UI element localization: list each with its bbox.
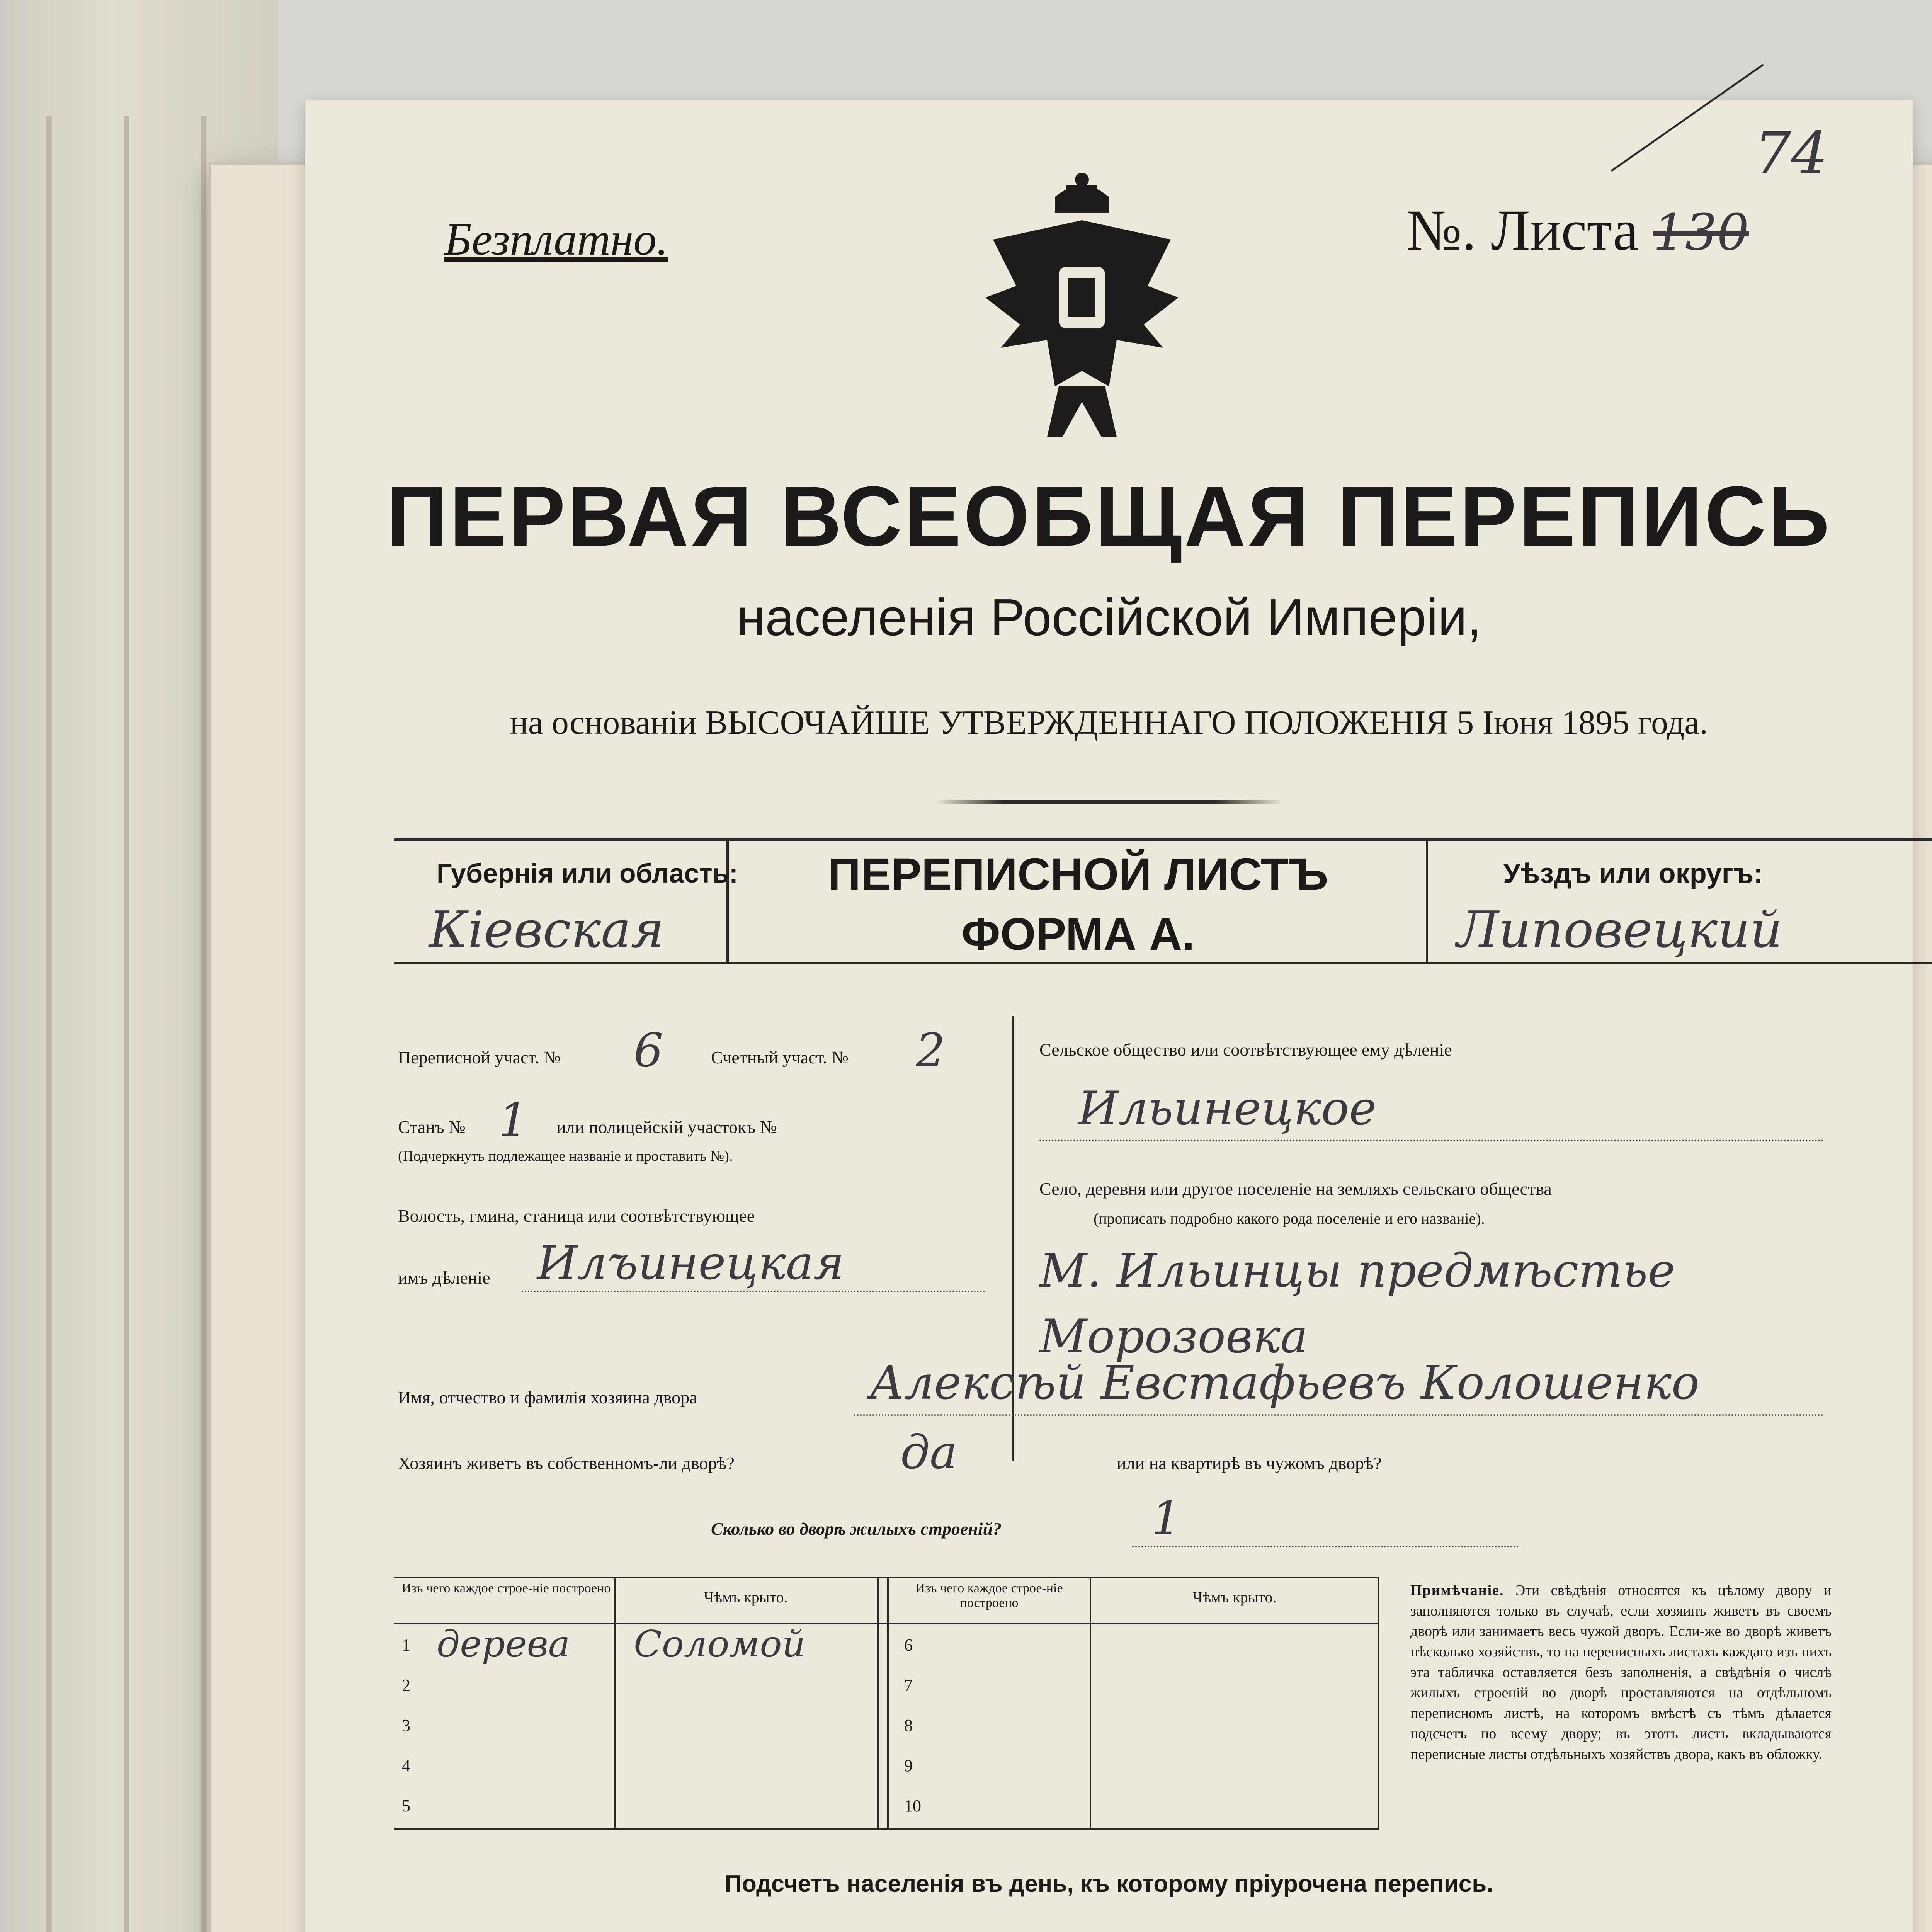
build-row-number: 9	[904, 1756, 913, 1775]
build-row-material: дерева	[437, 1623, 570, 1665]
owner-label: Имя, отчество и фамилія хозяина двора	[398, 1388, 697, 1407]
village-value-2: Морозовка	[1039, 1310, 1308, 1364]
society-value: Ильинецкое	[1078, 1082, 1377, 1136]
build-table-mid	[877, 1577, 879, 1830]
village-label: Село, деревня или другое поселеніе на земляхъ сельскаго общества	[1039, 1179, 1552, 1199]
build-row-number: 6	[904, 1636, 913, 1655]
uezd-value: Липовецкий	[1457, 900, 1782, 959]
buildings-line	[1132, 1546, 1519, 1547]
society-line	[1039, 1140, 1824, 1141]
build-row-number: 5	[402, 1796, 410, 1815]
ornament-divider	[935, 800, 1283, 804]
volost-label-2: имъ дѣленіе	[398, 1268, 490, 1287]
volost-label-1: Волость, гмина, станица или соотвѣтствующее	[398, 1206, 755, 1226]
gubernia-value: Кіевская	[429, 900, 664, 959]
census-precinct-label: Переписной участ. №	[398, 1048, 561, 1067]
note-text: Эти свѣдѣнія относятся къ цѣлому двору и заполняются только въ случаѣ, если хозяинъ живетъ въ своемъ дворѣ или занимаетъ весь чужой дворъ. Если-же во дворѣ живетъ нѣсколько хозяйствъ, то на переписныхъ листахъ каждаго изъ нихъ эта табличка оставляется безъ заполненія, а свѣдѣнія о числѣ жилыхъ строеній во дворѣ проставляются на отдѣльномъ переписномъ листѣ, на которомъ вмѣстѣ съ тѣмъ дѣлается подсчетъ по всему двору; въ этотъ листъ вкладываются переписные листы отдѣльныхъ хозяйствъ двора, какъ въ обложку.	[1410, 1582, 1832, 1762]
coat-of-arms-icon	[970, 170, 1194, 440]
count-precinct-value: 2	[916, 1024, 946, 1078]
build-row-number: 8	[904, 1716, 913, 1735]
volost-line	[522, 1291, 985, 1292]
build-col-material: Изъ чего каждое строе-ніе построено	[401, 1581, 611, 1595]
page-edge	[46, 116, 52, 1932]
correction-stroke	[1611, 64, 1764, 172]
stan-value: 1	[498, 1094, 528, 1147]
buildings-value: 1	[1151, 1492, 1181, 1545]
owner-line	[854, 1414, 1824, 1416]
build-col-material-2: Изъ чего каждое строе-ніе построено	[915, 1581, 1063, 1610]
village-note: (прописать подробно какого рода поселеніе и его названіе).	[1094, 1210, 1485, 1227]
stan-label: Станъ №	[398, 1117, 466, 1137]
build-row-number: 10	[904, 1796, 921, 1815]
volost-value: Илъинецкая	[537, 1236, 844, 1290]
build-table-col	[614, 1577, 616, 1830]
form-title-2: ФОРМА А.	[961, 909, 1195, 960]
count-precinct-label: Счетный участ. №	[711, 1048, 849, 1067]
build-table-col	[1090, 1577, 1091, 1830]
underline-note: (Подчеркнуть подлежащее названіе и проставить №).	[398, 1148, 733, 1164]
sheet-number-new: 74	[1754, 120, 1828, 187]
header-box-divider	[726, 838, 729, 964]
count-title: Подсчетъ населенія въ день, къ которому пріурочена перепись.	[724, 1871, 1493, 1897]
form-subtitle: населенія Россійской Имперіи,	[736, 588, 1482, 646]
census-form-page	[305, 100, 1913, 1932]
free-label: Безплатно.	[444, 213, 668, 265]
form-basis: на основаніи ВЫСОЧАЙШЕ УТВЕРЖДЕННАГО ПОЛОЖЕНІЯ 5 Іюня 1895 года.	[510, 704, 1708, 742]
own-yard-value: да	[900, 1426, 957, 1480]
build-table-mid	[887, 1577, 889, 1830]
form-title-1: ПЕРЕПИСНОЙ ЛИСТЪ	[828, 849, 1328, 900]
build-row-number: 7	[904, 1676, 913, 1695]
sheet-number-label: №. Листа	[1406, 198, 1639, 262]
census-precinct-value: 6	[634, 1024, 663, 1078]
page-edge	[124, 116, 129, 1932]
header-box-divider	[1426, 838, 1428, 964]
build-row-number: 2	[402, 1676, 410, 1695]
build-row-number: 4	[402, 1756, 410, 1775]
page-edge	[201, 116, 206, 1932]
build-col-roof: Чѣмъ крыто.	[704, 1588, 788, 1606]
header-box-top	[394, 838, 1932, 841]
rented-label: или на квартирѣ въ чужомъ дворѣ?	[1117, 1453, 1382, 1473]
note-title: Примѣчаніе.	[1410, 1582, 1504, 1599]
own-yard-label: Хозяинъ живетъ въ собственномъ-ли дворѣ?	[398, 1453, 735, 1473]
build-col-roof-2: Чѣмъ крыто.	[1192, 1588, 1277, 1606]
police-label: или полицейскій участокъ №	[556, 1117, 777, 1137]
header-box-bottom	[394, 962, 1932, 964]
note-block	[1410, 1580, 1832, 1765]
gubernia-label: Губернія или область:	[437, 858, 738, 888]
form-title: ПЕРВАЯ ВСЕОБЩАЯ ПЕРЕПИСЬ	[386, 469, 1832, 564]
village-value-1: М. Ильинцы предмѣстье	[1039, 1244, 1675, 1298]
society-label: Сельское общество или соотвѣтствующее ему дѣленіе	[1039, 1040, 1452, 1060]
sheet-number-old: 130	[1653, 203, 1749, 262]
buildings-label: Сколько во дворѣ жилыхъ строеній?	[711, 1519, 1002, 1539]
build-row-number: 3	[402, 1716, 410, 1735]
uezd-label: Уѣздъ или округъ:	[1503, 858, 1763, 889]
build-table-right	[1378, 1577, 1379, 1830]
build-row-roof: Соломой	[634, 1623, 806, 1665]
build-row-number: 1	[402, 1636, 410, 1655]
sheet-number	[1406, 197, 1749, 264]
owner-value: Алексѣй Евстафьевъ Колошенко	[869, 1356, 1700, 1410]
